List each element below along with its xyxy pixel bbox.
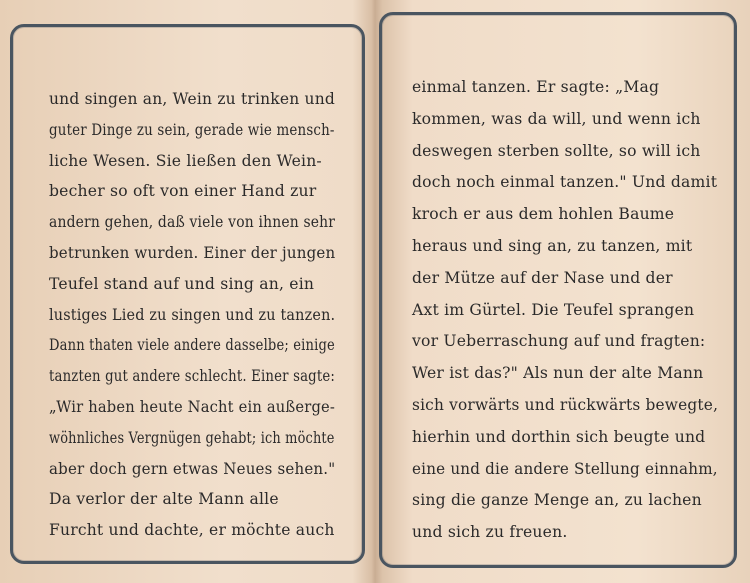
text-line: guter Dinge zu sein, gerade wie mensch- (49, 120, 335, 139)
text-line: tanzten gut andere schlecht. Einer sagte: (49, 367, 335, 386)
text-line: sing die ganze Menge an, zu lachen (412, 491, 702, 510)
text-line: wöhnliches Vergnügen gehabt; ich möchte (49, 428, 335, 447)
text-line: aber doch gern etwas Neues sehen." (49, 459, 336, 478)
left-page (10, 24, 365, 564)
text-line: einmal tanzen. Er sagte: „Mag (412, 78, 660, 96)
text-line: doch noch einmal tanzen." Und damit (412, 173, 718, 192)
text-line: becher so oft von einer Hand zur (49, 182, 317, 201)
text-line: und singen an, Wein zu trinken und (49, 90, 336, 108)
text-line: heraus und sing an, zu tanzen, mit (412, 236, 693, 255)
text-line: liche Wesen. Sie ließen den Wein- (49, 151, 322, 170)
text-line: Furcht und dachte, er möchte auch (49, 521, 335, 540)
text-line: Axt im Gürtel. Die Teufel sprangen (412, 300, 695, 319)
text-line: eine und die andere Stellung einnahm, (412, 459, 718, 478)
text-line: betrunken wurden. Einer der jungen (49, 243, 336, 262)
text-line: kommen, was da will, und wenn ich (412, 109, 701, 128)
text-line: deswegen sterben sollte, so will ich (412, 141, 701, 160)
right-page-text (412, 72, 718, 549)
text-line: kroch er aus dem hohlen Baume (412, 205, 675, 224)
text-line: der Mütze auf der Nase und der (412, 268, 673, 287)
text-line: vor Ueberraschung auf und fragten: (412, 332, 706, 351)
text-line: Teufel stand auf und sing an, ein (49, 274, 315, 293)
text-line: Da verlor der alte Mann alle (49, 490, 279, 509)
text-line: „Wir haben heute Nacht ein außerge- (49, 397, 336, 416)
right-page (379, 12, 737, 568)
text-line: lustiges Lied zu singen und zu tanzen. (49, 305, 336, 324)
text-line: Wer ist das?" Als nun der alte Mann (412, 364, 704, 383)
text-line: Dann thaten viele andere dasselbe; einige (49, 336, 335, 355)
text-line: hierhin und dorthin sich beugte und (412, 427, 706, 446)
left-page-text (49, 84, 335, 546)
text-line: und sich zu freuen. (412, 523, 568, 542)
text-line: sich vorwärts und rückwärts bewegte, (412, 395, 719, 414)
text-line: andern gehen, daß viele von ihnen sehr (49, 213, 336, 232)
